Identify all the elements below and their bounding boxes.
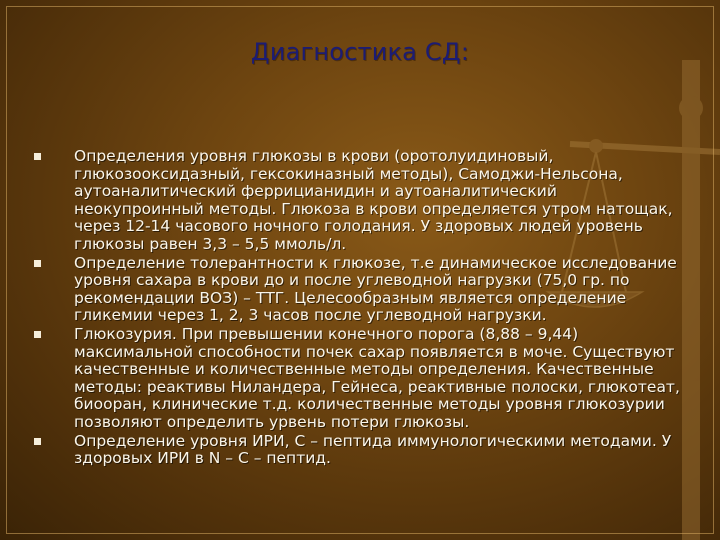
list-item [30,148,680,254]
bullet-text: Определение толерантности к глюкозе, т.е динамическое исследование уровня сахара в крови до и после углеводной нагрузки (75,0 гр. по рекомендации ВОЗ) – ТТГ. Целесообразным является определение гликемии через 1, 2, 3 часов после углеводной нагрузки. [74,253,677,325]
bullet-text: Определения уровня глюкозы в крови (оротолуидиновый, глюкозооксидазный, гексокиназный методы), Самоджи-Нельсона, аутоаналитический феррицианидин и аутоаналитический неокупроинный методы. Глюкоза в крови определяется утром натощак, через 12-14 часового ночного голодания. У здоровых людей уровень глюкозы равен 3,3 – 5,5 ммоль/л. [74,147,673,253]
square-bullet-icon [34,331,41,338]
list-item [30,255,680,325]
slide-title: Диагностика СД: [250,38,470,66]
bullet-text: Глюкозурия. При превышении конечного порога (8,88 – 9,44) максимальной способности почек сахар появляется в моче. Существуют качественные и количественные методы определения. Качественные методы: реактивы Ниландера, Гейнеса, реактивные полоски, глюкотеат, биооран, клинические т.д. количественные методы уровня глюкозурии позволяют определить урвень потери глюкозы. [74,324,680,431]
bullet-list [30,148,680,469]
square-bullet-icon [34,153,41,160]
list-item [30,326,680,432]
square-bullet-icon [34,438,41,445]
bullet-text: Определение уровня ИРИ, С – пептида иммунологическими методами. У здоровых ИРИ в N – С – пептид. [74,431,672,468]
square-bullet-icon [34,260,41,267]
list-item [30,433,680,468]
